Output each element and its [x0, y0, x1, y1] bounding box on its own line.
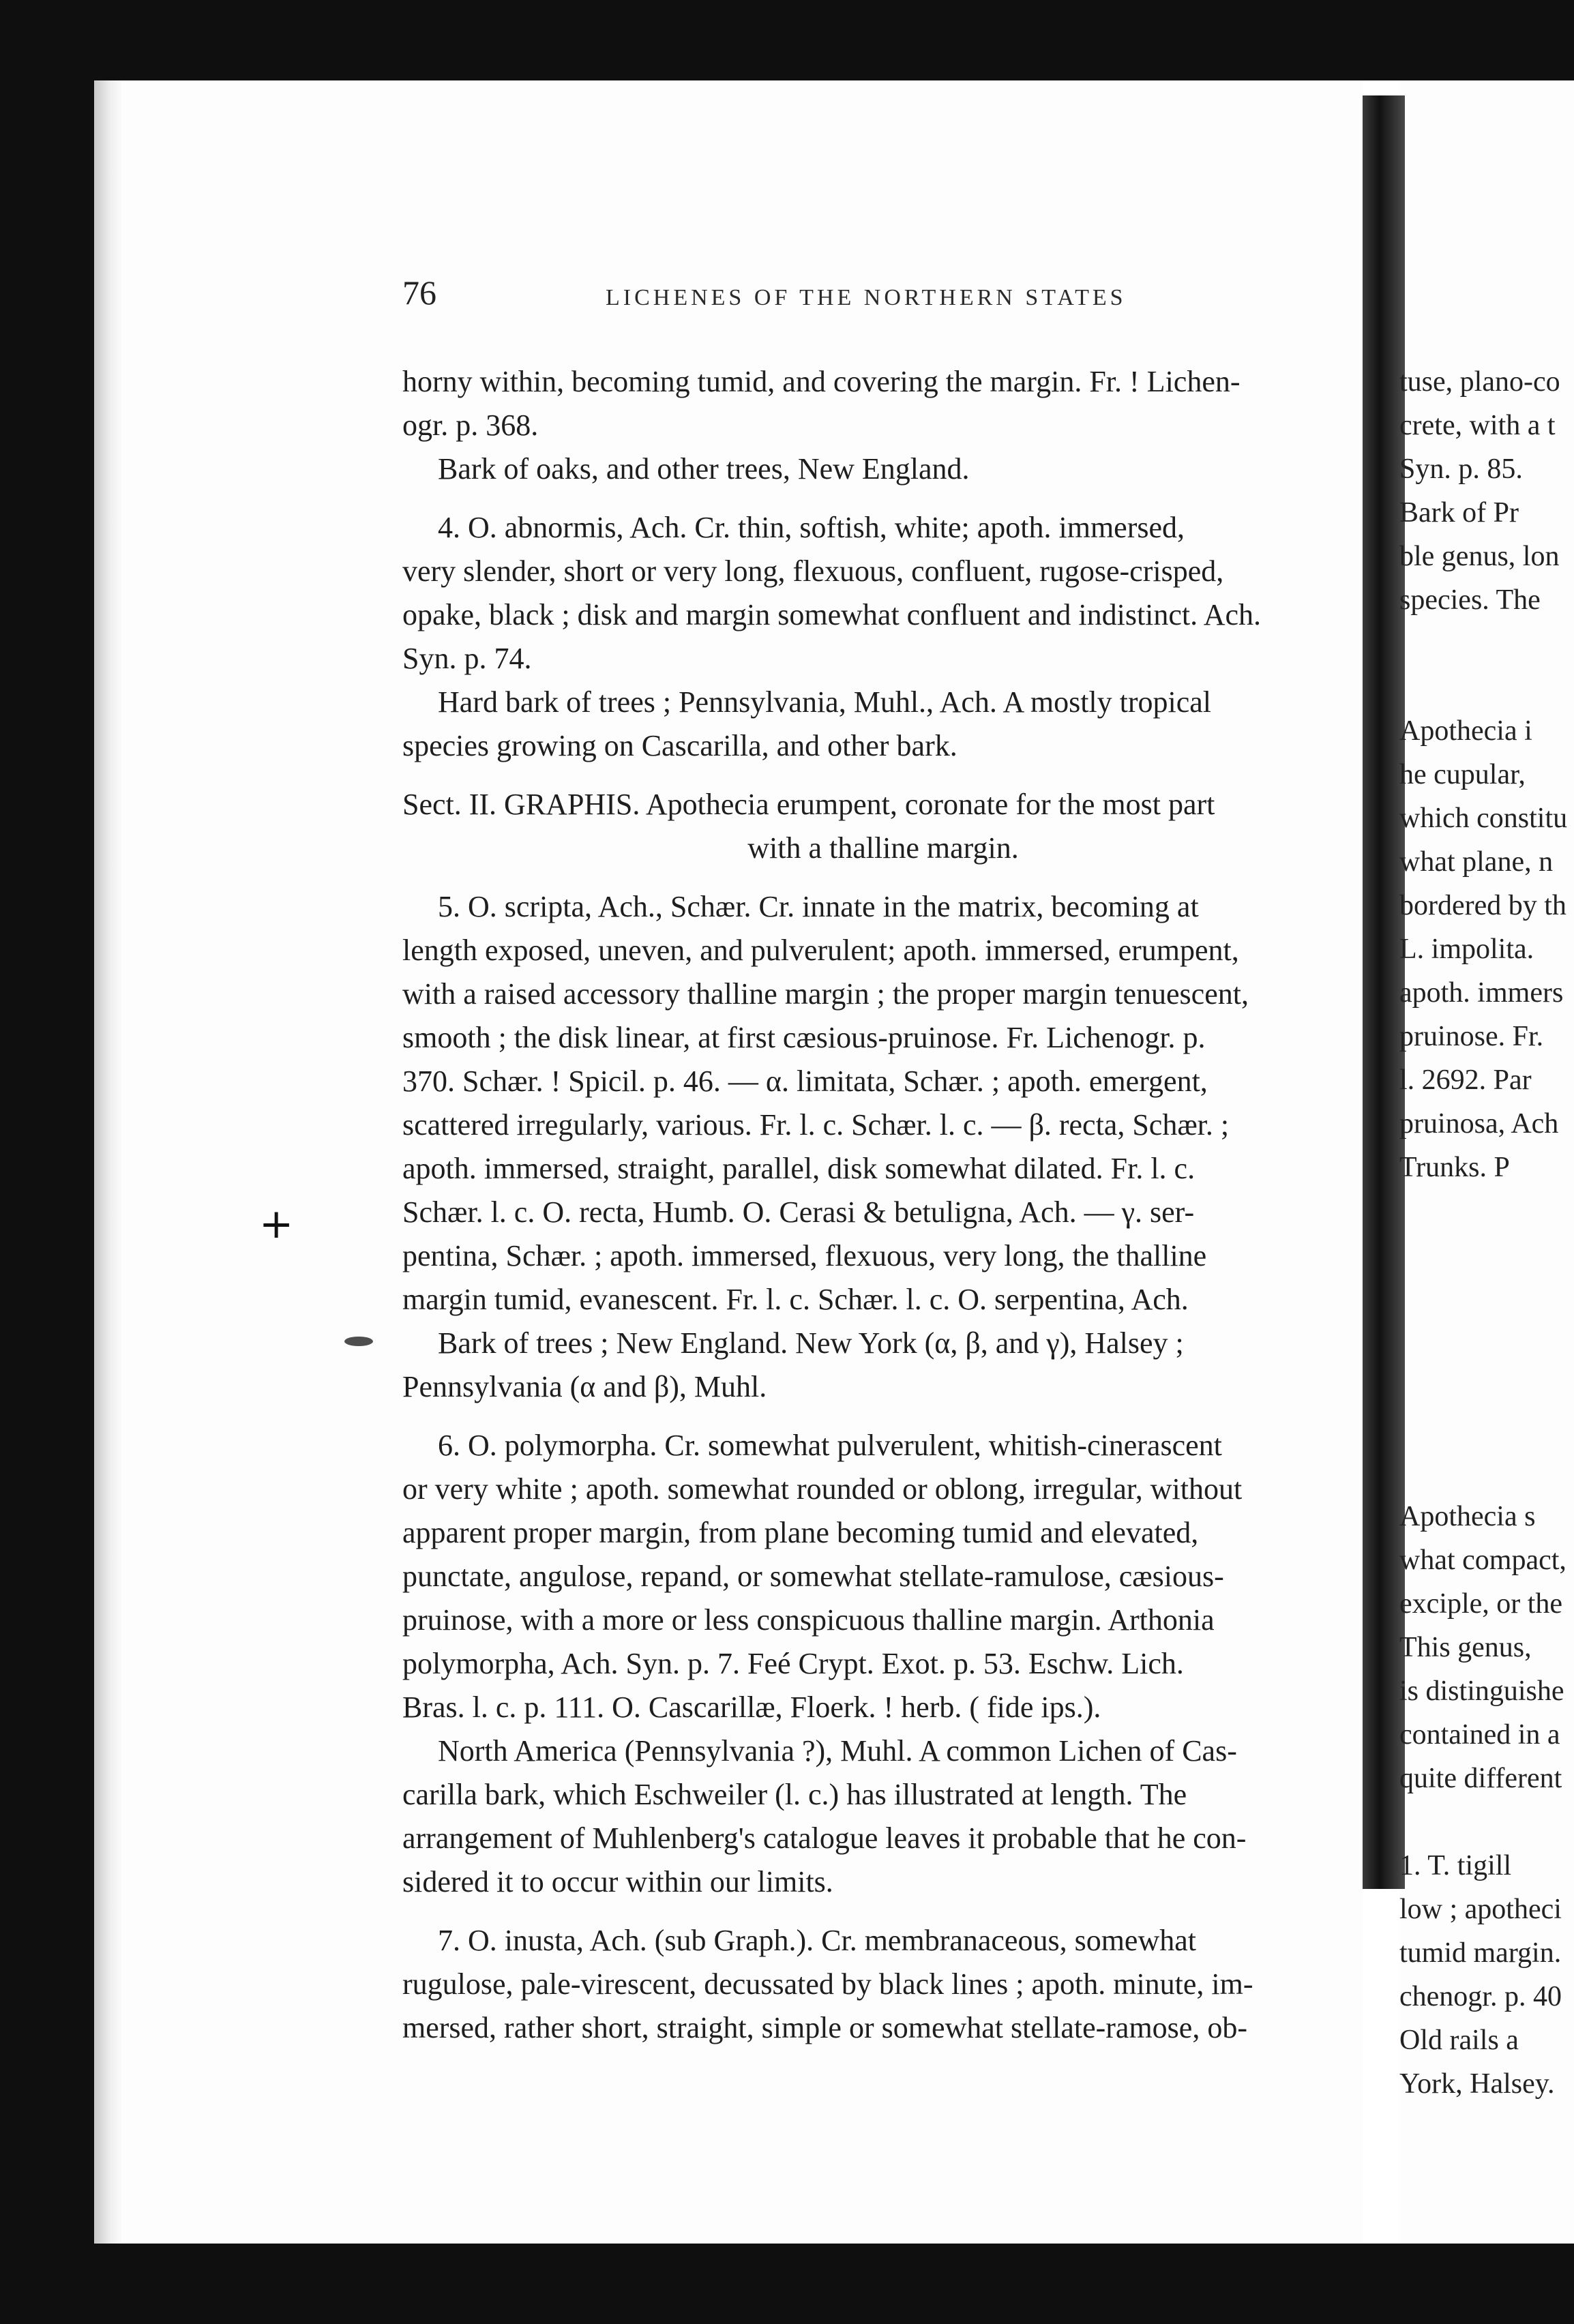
facing-page-line: York, Halsey. [1399, 2068, 1555, 2100]
facing-page-line: Bark of Pr [1399, 497, 1519, 528]
text-line: 7. O. inusta, Ach. (sub Graph.). Cr. membranaceous, somewhat [438, 1924, 1196, 1957]
scan-border-bottom [0, 2244, 1574, 2324]
facing-page-line: tuse, plano-co [1399, 366, 1560, 398]
facing-page-line: pruinosa, Ach [1399, 1108, 1559, 1139]
facing-page-line [1399, 1364, 1574, 1407]
text-line: Bark of trees ; New England. New York (α, β, and γ), Halsey ; [438, 1326, 1184, 1360]
facing-page-line [1399, 622, 1574, 666]
text-line: or very white ; apoth. somewhat rounded or oblong, irregular, without [402, 1472, 1243, 1506]
facing-page-line [1399, 1233, 1574, 1277]
facing-page-line: Old rails a [1399, 2025, 1519, 2056]
text-line: Syn. p. 74. [402, 642, 532, 675]
ink-smudge [344, 1337, 373, 1346]
facing-page-line: Syn. p. 85. [1399, 453, 1523, 485]
text-line: North America (Pennsylvania ?), Muhl. A common Lichen of Cas- [438, 1734, 1237, 1768]
facing-page-line: 1. T. tigill [1399, 1850, 1512, 1881]
text-line: mersed, rather short, straight, simple or somewhat stellate-ramose, ob- [402, 2011, 1247, 2044]
scan-border-top [0, 0, 1574, 80]
facing-page-line: what compact, [1399, 1545, 1566, 1576]
book-gutter [1363, 95, 1405, 1889]
facing-page-line: species. The [1399, 584, 1541, 616]
text-line: arrangement of Muhlenberg's catalogue leaves it probable that he con- [402, 1821, 1247, 1855]
page-number: 76 [402, 273, 436, 312]
text-line: Pennsylvania (α and β), Muhl. [402, 1370, 767, 1403]
paragraph-gap [402, 1409, 1364, 1424]
text-line: Bark of oaks, and other trees, New England. [438, 452, 970, 486]
text-line: species growing on Cascarilla, and other bark. [402, 729, 957, 762]
facing-page-line: apoth. immers [1399, 977, 1564, 1009]
facing-page-line: This genus, [1399, 1632, 1532, 1663]
page-edge-shadow [94, 80, 121, 2244]
facing-page-line: ble genus, lon [1399, 541, 1560, 572]
text-line: opake, black ; disk and margin somewhat confluent and indistinct. Ach. [402, 598, 1262, 631]
text-line: 4. O. abnormis, Ach. Cr. thin, softish, white; apoth. immersed, [438, 511, 1185, 544]
text-line: Hard bark of trees ; Pennsylvania, Muhl., Ach. A mostly tropical [438, 685, 1212, 719]
text-line: 6. O. polymorpha. Cr. somewhat pulverulent, whitish-cinerascent [438, 1429, 1222, 1462]
facing-page-line: pruinose. Fr. [1399, 1021, 1544, 1052]
facing-page-line: bordered by th [1399, 890, 1566, 921]
text-line: apoth. immersed, straight, parallel, disk somewhat dilated. Fr. l. c. [402, 1152, 1196, 1185]
facing-page-line: crete, with a t [1399, 410, 1556, 441]
facing-page-line: tumid margin. [1399, 1937, 1562, 1969]
paragraph-gap [402, 491, 1364, 506]
facing-page-text [1399, 360, 1574, 2106]
paragraph-gap [402, 768, 1364, 783]
text-line: margin tumid, evanescent. Fr. l. c. Schær. l. c. O. serpentina, Ach. [402, 1283, 1189, 1316]
facing-page-line: exciple, or the [1399, 1588, 1563, 1620]
facing-page-line: l. 2692. Par [1399, 1064, 1532, 1096]
facing-page-line: L. impolita. [1399, 934, 1534, 965]
text-line: ogr. p. 368. [402, 408, 539, 442]
text-line: Bras. l. c. p. 111. O. Cascarillæ, Floerk. ! herb. ( fide ips.). [402, 1690, 1101, 1724]
facing-page-line: is distinguishe [1399, 1675, 1564, 1707]
text-line: Schær. l. c. O. recta, Humb. O. Cerasi & betuligna, Ach. — γ. ser- [402, 1195, 1195, 1229]
facing-page-line: what plane, n [1399, 846, 1554, 878]
text-line: pentina, Schær. ; apoth. immersed, flexuous, very long, the thalline [402, 1239, 1207, 1272]
facing-page-line [1399, 1189, 1574, 1233]
paragraph-gap [402, 1904, 1364, 1919]
margin-cross-mark: + [259, 1200, 294, 1248]
facing-page-line [1399, 1451, 1574, 1495]
text-line: with a raised accessory thalline margin ; the proper margin tenuescent, [402, 977, 1249, 1011]
text-line: horny within, becoming tumid, and covering the margin. Fr. ! Lichen- [402, 365, 1241, 398]
paragraph-gap [402, 870, 1364, 885]
facing-page-line: chenogr. p. 40 [1399, 1981, 1562, 2012]
text-line: Sect. II. GRAPHIS. Apothecia erumpent, coronate for the most part [402, 788, 1215, 821]
text-line: length exposed, uneven, and pulverulent; apoth. immersed, erumpent, [402, 934, 1239, 967]
facing-page-line [1399, 1800, 1574, 1844]
facing-page-line [1399, 1277, 1574, 1320]
text-line: polymorpha, Ach. Syn. p. 7. Feé Crypt. Exot. p. 53. Eschw. Lich. [402, 1647, 1184, 1680]
text-line: pruinose, with a more or less conspicuous thalline margin. Arthonia [402, 1603, 1215, 1637]
text-line: carilla bark, which Eschweiler (l. c.) has illustrated at length. The [402, 1778, 1187, 1811]
text-line: 370. Schær. ! Spicil. p. 46. — α. limitata, Schær. ; apoth. emergent, [402, 1064, 1208, 1098]
running-title: LICHENES OF THE NORTHERN STATES [606, 285, 1127, 310]
text-line: with a thalline margin. [747, 831, 1019, 865]
facing-page-line: Trunks. P [1399, 1152, 1510, 1183]
text-line: punctate, angulose, repand, or somewhat stellate-ramulose, cæsious- [402, 1560, 1224, 1593]
facing-page-line: quite different [1399, 1763, 1562, 1794]
facing-page-line: Apothecia s [1399, 1501, 1536, 1532]
facing-page-line: Apothecia i [1399, 715, 1532, 747]
text-line: rugulose, pale-virescent, decussated by black lines ; apoth. minute, im- [402, 1967, 1253, 2001]
scan-border-left [0, 0, 94, 2324]
facing-page-line [1399, 1407, 1574, 1451]
text-line: very slender, short or very long, flexuous, confluent, rugose-crisped, [402, 554, 1224, 588]
text-line: 5. O. scripta, Ach., Schær. Cr. innate in the matrix, becoming at [438, 890, 1199, 923]
text-line: apparent proper margin, from plane becoming tumid and elevated, [402, 1516, 1199, 1549]
facing-page-line: which constitu [1399, 803, 1568, 834]
text-line: scattered irregularly, various. Fr. l. c. Schær. l. c. — β. recta, Schær. ; [402, 1108, 1230, 1142]
facing-page-line: contained in a [1399, 1719, 1560, 1751]
facing-page-line: he cupular, [1399, 759, 1526, 790]
facing-page-line: low ; apotheci [1399, 1894, 1562, 1925]
facing-page-line [1399, 666, 1574, 709]
text-line: smooth ; the disk linear, at first cæsious-pruinose. Fr. Lichenogr. p. [402, 1021, 1206, 1054]
facing-page-line [1399, 1320, 1574, 1364]
text-line: sidered it to occur within our limits. [402, 1865, 833, 1898]
main-text-column [402, 360, 1364, 2050]
